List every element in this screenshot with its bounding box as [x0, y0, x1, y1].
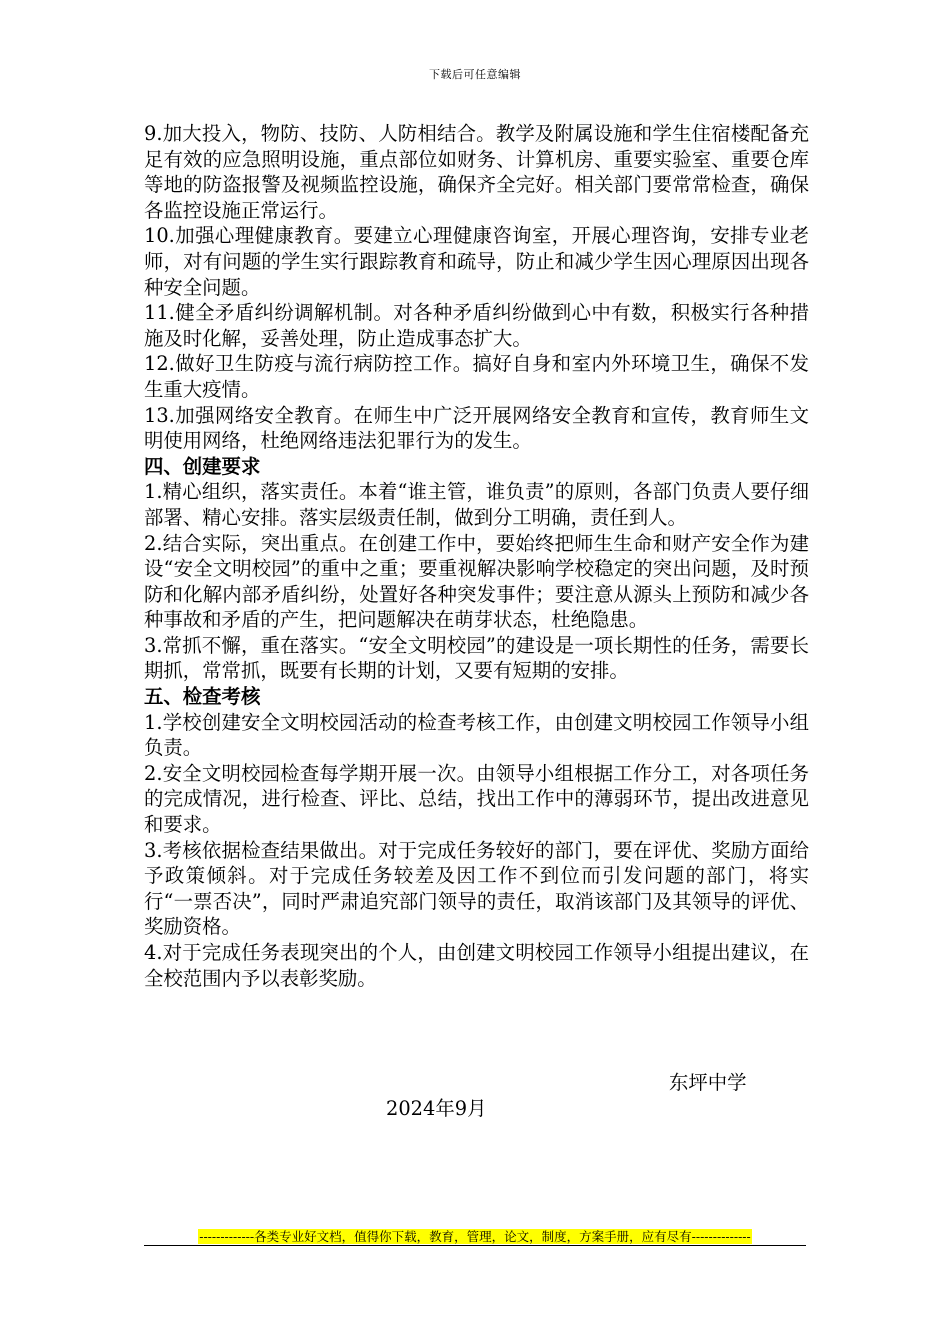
signature-organization: 东坪中学	[669, 1071, 747, 1094]
paragraph-inspection-2: 2.安全文明校园检查每学期开展一次。由领导小组根据工作分工，对各项任务的完成情况，进行检查、评比、总结，找出工作中的薄弱环节，提出改进意见和要求。	[144, 761, 809, 837]
section-heading-inspection: 五、检查考核	[144, 685, 261, 709]
page-header: 下载后可任意编辑	[429, 68, 521, 81]
paragraph-requirement-3: 3.常抓不懈，重在落实。“安全文明校园”的建设是一项长期性的任务，需要长期抓，常常抓，既要有长期的计划，又要有短期的安排。	[144, 633, 809, 683]
paragraph-item-11: 11.健全矛盾纠纷调解机制。对各种矛盾纠纷做到心中有数，积极实行各种措施及时化解，妥善处理，防止造成事态扩大。	[144, 301, 809, 350]
section-heading-requirements: 四、创建要求	[144, 454, 261, 478]
page-footer	[0, 1226, 950, 1245]
footer-divider	[144, 1245, 806, 1246]
paragraph-item-9: 9.加大投入，物防、技防、人防相结合。教学及附属设施和学生住宿楼配备充足有效的应急照明设施，重点部位如财务、计算机房、重要实验室、重要仓库等地的防盗报警及视频监控设施，确保齐全完好。相关部门要常常检查，确保各监控设施正常运行。	[144, 122, 809, 222]
paragraph-requirement-2: 2.结合实际，突出重点。在创建工作中，要始终把师生生命和财产安全作为建设“安全文明校园”的重中之重；要重视解决影响学校稳定的突出问题，及时预防和化解内部矛盾纠纷，处置好各种突发事件；要注意从源头上预防和减少各种事故和矛盾的产生，把问题解决在萌芽状态，杜绝隐患。	[144, 531, 809, 632]
paragraph-inspection-1: 1.学校创建安全文明校园活动的检查考核工作，由创建文明校园工作领导小组负责。	[144, 710, 809, 760]
paragraph-item-10: 10.加强心理健康教育。要建立心理健康咨询室，开展心理咨询，安排专业老师，对有问题的学生实行跟踪教育和疏导，防止和减少学生因心理原因出现各种安全问题。	[144, 224, 809, 299]
paragraph-requirement-1: 1.精心组织，落实责任。本着“谁主管，谁负责”的原则，各部门负责人要仔细部署、精心安排。落实层级责任制，做到分工明确，责任到人。	[144, 480, 809, 529]
document-body	[144, 121, 809, 991]
paragraph-item-13: 13.加强网络安全教育。在师生中广泛开展网络安全教育和宣传，教育师生文明使用网络，杜绝网络违法犯罪行为的发生。	[144, 403, 809, 453]
paragraph-inspection-4: 4.对于完成任务表现突出的个人，由创建文明校园工作领导小组提出建议，在全校范围内予以表彰奖励。	[144, 941, 809, 990]
footer-banner-text: -------------各类专业好文档，值得你下载，教育，管理，论文，制度，方案手册，应有尽有--------------	[199, 1229, 751, 1244]
paragraph-inspection-3: 3.考核依据检查结果做出。对于完成任务较好的部门，要在评优、奖励方面给予政策倾斜。对于完成任务较差及因工作不到位而引发问题的部门，将实行“一票否决”，同时严肃追究部门领导的责任，取消该部门及其领导的评优、奖励资格。	[144, 838, 809, 939]
signature-date: 2024年9月	[386, 1097, 487, 1120]
paragraph-item-12: 12.做好卫生防疫与流行病防控工作。搞好自身和室内外环境卫生，确保不发生重大疫情。	[144, 352, 809, 401]
